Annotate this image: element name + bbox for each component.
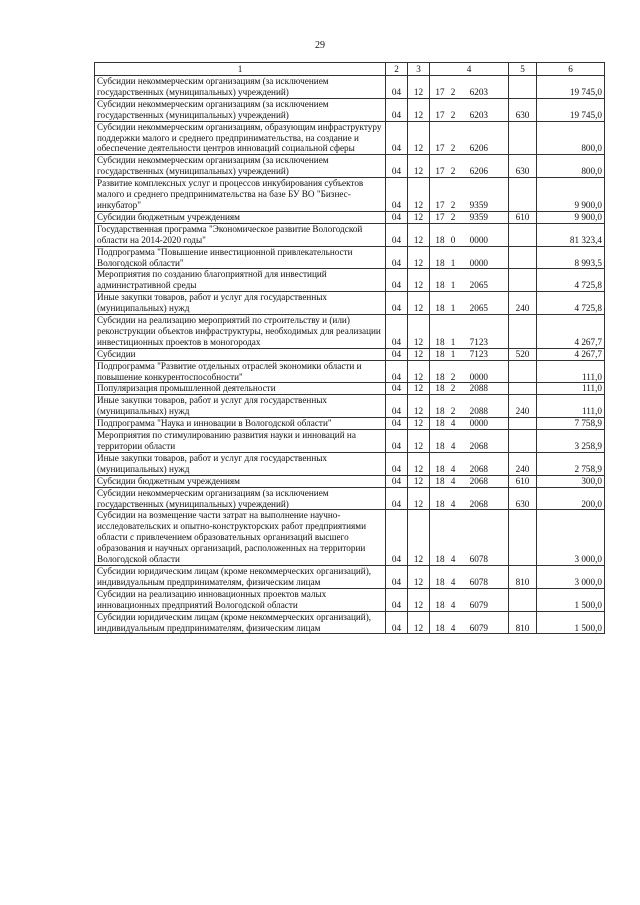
row-target-direction: 9359 (469, 199, 488, 210)
row-target-subprogram: 2 (450, 143, 456, 154)
row-target-article (430, 360, 509, 383)
row-subsection: 12 (408, 348, 430, 360)
table-row (95, 360, 605, 383)
row-chapter: 04 (386, 246, 408, 269)
row-target-article (430, 76, 509, 99)
row-expense-type: 630 (509, 155, 537, 178)
row-expense-type (509, 76, 537, 99)
budget-table (94, 62, 605, 634)
row-target-article (430, 121, 509, 155)
row-amount: 111,0 (537, 360, 605, 383)
table-row (95, 395, 605, 418)
header-cell-chapter: 2 (386, 63, 408, 76)
row-chapter: 04 (386, 98, 408, 121)
row-amount: 19 745,0 (537, 76, 605, 99)
row-subsection: 12 (408, 315, 430, 349)
row-subsection: 12 (408, 76, 430, 99)
row-target-subprogram: 2 (450, 109, 456, 120)
table-row (95, 452, 605, 475)
row-subsection: 12 (408, 155, 430, 178)
row-subsection: 12 (408, 292, 430, 315)
table-row (95, 211, 605, 223)
header-row (95, 63, 605, 76)
row-name: Субсидии юридическим лицам (кроме некоммерческих организаций), индивидуальным предпринимателям, физическим лицам (95, 611, 386, 634)
row-expense-type (509, 383, 537, 395)
row-expense-type (509, 430, 537, 453)
row-target-direction: 6203 (469, 109, 488, 120)
row-name: Субсидии на реализацию мероприятий по строительству и (или) реконструкции объектов инфраструктуры, необходимых для реализации инвестиционных проектов в моногородах (95, 315, 386, 349)
row-name: Мероприятия по стимулированию развития науки и инноваций на территории области (95, 430, 386, 453)
row-subsection: 12 (408, 383, 430, 395)
table-row (95, 588, 605, 611)
row-target-article (430, 211, 509, 223)
row-target-article (430, 487, 509, 510)
row-target-direction: 2068 (469, 475, 488, 486)
row-target-program: 17 (435, 166, 445, 177)
row-chapter: 04 (386, 418, 408, 430)
row-chapter: 04 (386, 487, 408, 510)
row-expense-type: 520 (509, 348, 537, 360)
row-target-article (430, 510, 509, 566)
row-target-article (430, 418, 509, 430)
row-chapter: 04 (386, 430, 408, 453)
row-chapter: 04 (386, 475, 408, 487)
row-target-subprogram: 1 (450, 336, 456, 347)
row-target-direction: 6079 (469, 622, 488, 633)
row-expense-type: 240 (509, 452, 537, 475)
row-target-program: 18 (435, 418, 445, 429)
table-header (95, 63, 605, 76)
row-amount: 200,0 (537, 487, 605, 510)
row-chapter: 04 (386, 315, 408, 349)
row-amount: 300,0 (537, 475, 605, 487)
row-target-direction: 2065 (469, 303, 488, 314)
row-target-article (430, 452, 509, 475)
header-cell-name: 1 (95, 63, 386, 76)
table-row (95, 565, 605, 588)
row-expense-type: 810 (509, 611, 537, 634)
row-subsection: 12 (408, 418, 430, 430)
row-name: Субсидии на возмещение части затрат на выполнение научно-исследовательских и опытно-конструкторских работ предприятиями области с привлечением образовательных организаций высшего образования и научных организаций, расположенных на территории Вологодской области (95, 510, 386, 566)
row-target-subprogram: 4 (450, 441, 456, 451)
table-row (95, 98, 605, 121)
row-target-article (430, 246, 509, 269)
table-row (95, 223, 605, 246)
row-target-article (430, 315, 509, 349)
row-target-program: 17 (435, 143, 445, 154)
row-name: Субсидии бюджетным учреждениям (95, 211, 386, 223)
row-target-direction: 6078 (469, 554, 488, 565)
row-target-direction: 6079 (469, 599, 488, 610)
row-target-subprogram: 4 (450, 418, 456, 429)
table-row (95, 611, 605, 634)
row-target-program: 18 (435, 441, 445, 451)
header-cell-subsection: 3 (408, 63, 430, 76)
row-target-article (430, 395, 509, 418)
row-target-article (430, 269, 509, 292)
row-chapter: 04 (386, 510, 408, 566)
row-amount: 111,0 (537, 395, 605, 418)
row-chapter: 04 (386, 452, 408, 475)
row-name: Популяризация промышленной деятельности (95, 383, 386, 395)
row-expense-type (509, 269, 537, 292)
row-target-subprogram: 2 (450, 86, 456, 97)
row-chapter: 04 (386, 588, 408, 611)
row-subsection: 12 (408, 246, 430, 269)
row-chapter: 04 (386, 211, 408, 223)
row-amount: 1 500,0 (537, 588, 605, 611)
row-target-program: 18 (435, 348, 445, 359)
row-expense-type: 630 (509, 98, 537, 121)
row-target-direction: 2088 (469, 406, 488, 417)
table-row (95, 246, 605, 269)
table-row (95, 121, 605, 155)
row-chapter: 04 (386, 178, 408, 212)
row-expense-type (509, 315, 537, 349)
row-target-subprogram: 4 (450, 498, 456, 509)
row-target-article (430, 565, 509, 588)
row-amount: 3 258,9 (537, 430, 605, 453)
row-subsection: 12 (408, 98, 430, 121)
row-target-article (430, 178, 509, 212)
row-subsection: 12 (408, 211, 430, 223)
row-name: Иные закупки товаров, работ и услуг для государственных (муниципальных) нужд (95, 395, 386, 418)
row-target-program: 18 (435, 371, 445, 382)
row-target-article (430, 588, 509, 611)
row-expense-type (509, 510, 537, 566)
row-subsection: 12 (408, 178, 430, 212)
row-target-subprogram: 1 (450, 280, 456, 291)
table-row (95, 383, 605, 395)
row-subsection: 12 (408, 269, 430, 292)
row-chapter: 04 (386, 348, 408, 360)
table-row (95, 178, 605, 212)
table-row (95, 155, 605, 178)
row-target-direction: 6203 (469, 86, 488, 97)
row-name: Субсидии некоммерческим организациям, образующим инфраструктуру поддержки малого и среднего предпринимательства, на создание и обеспечение деятельности центров инноваций социальной сферы (95, 121, 386, 155)
row-target-subprogram: 2 (450, 166, 456, 177)
row-target-subprogram: 1 (450, 303, 456, 314)
row-amount: 111,0 (537, 383, 605, 395)
row-subsection: 12 (408, 430, 430, 453)
row-amount: 1 500,0 (537, 611, 605, 634)
table-row (95, 269, 605, 292)
row-target-program: 17 (435, 86, 445, 97)
row-chapter: 04 (386, 292, 408, 315)
row-amount: 3 000,0 (537, 510, 605, 566)
row-expense-type (509, 121, 537, 155)
row-target-direction: 2068 (469, 441, 488, 451)
row-target-article (430, 223, 509, 246)
row-target-direction: 6206 (469, 143, 488, 154)
row-target-subprogram: 1 (450, 348, 456, 359)
row-expense-type: 810 (509, 565, 537, 588)
row-target-program: 18 (435, 463, 445, 474)
row-target-program: 18 (435, 303, 445, 314)
row-target-subprogram: 2 (450, 371, 456, 382)
row-target-direction: 0000 (469, 234, 488, 245)
row-name: Субсидии некоммерческим организациям (за исключением государственных (муниципальных) учреждений) (95, 155, 386, 178)
row-name: Иные закупки товаров, работ и услуг для государственных (муниципальных) нужд (95, 292, 386, 315)
row-target-article (430, 348, 509, 360)
row-name: Мероприятия по созданию благоприятной для инвестиций административной среды (95, 269, 386, 292)
row-target-subprogram: 0 (450, 234, 456, 245)
row-amount: 4 267,7 (537, 315, 605, 349)
row-target-subprogram: 4 (450, 554, 456, 565)
row-target-program: 18 (435, 554, 445, 565)
row-subsection: 12 (408, 475, 430, 487)
row-chapter: 04 (386, 565, 408, 588)
row-chapter: 04 (386, 223, 408, 246)
row-subsection: 12 (408, 395, 430, 418)
row-target-program: 18 (435, 257, 445, 268)
row-target-direction: 2088 (469, 383, 488, 394)
row-name: Субсидии (95, 348, 386, 360)
row-expense-type (509, 418, 537, 430)
row-target-program: 18 (435, 234, 445, 245)
row-target-subprogram: 4 (450, 622, 456, 633)
row-expense-type (509, 360, 537, 383)
row-name: Субсидии некоммерческим организациям (за исключением государственных (муниципальных) учреждений) (95, 487, 386, 510)
row-target-article (430, 292, 509, 315)
row-target-direction: 6206 (469, 166, 488, 177)
row-chapter: 04 (386, 76, 408, 99)
row-target-direction: 0000 (469, 418, 488, 429)
row-target-subprogram: 4 (450, 599, 456, 610)
row-target-direction: 2068 (469, 463, 488, 474)
row-name: Субсидии на реализацию инновационных проектов малых инновационных предприятий Вологодской области (95, 588, 386, 611)
row-target-article (430, 430, 509, 453)
row-target-direction: 6078 (469, 576, 488, 587)
row-target-subprogram: 2 (450, 211, 456, 222)
row-target-subprogram: 4 (450, 576, 456, 587)
row-name: Субсидии некоммерческим организациям (за исключением государственных (муниципальных) учреждений) (95, 76, 386, 99)
table-row (95, 475, 605, 487)
row-target-direction: 2065 (469, 280, 488, 291)
row-target-program: 17 (435, 199, 445, 210)
table-row (95, 510, 605, 566)
row-amount: 9 900,0 (537, 178, 605, 212)
row-expense-type: 240 (509, 292, 537, 315)
header-cell-target-article: 4 (430, 63, 509, 76)
row-target-subprogram: 1 (450, 257, 456, 268)
row-amount: 4 725,8 (537, 292, 605, 315)
row-subsection: 12 (408, 565, 430, 588)
row-name: Иные закупки товаров, работ и услуг для государственных (муниципальных) нужд (95, 452, 386, 475)
row-target-direction: 9359 (469, 211, 488, 222)
row-subsection: 12 (408, 510, 430, 566)
row-subsection: 12 (408, 223, 430, 246)
row-chapter: 04 (386, 269, 408, 292)
row-amount: 9 900,0 (537, 211, 605, 223)
row-target-program: 17 (435, 109, 445, 120)
row-target-direction: 2068 (469, 498, 488, 509)
row-amount: 800,0 (537, 121, 605, 155)
row-target-subprogram: 2 (450, 199, 456, 210)
row-subsection: 12 (408, 121, 430, 155)
row-target-program: 18 (435, 406, 445, 417)
row-name: Подпрограмма "Наука и инновации в Вологодской области" (95, 418, 386, 430)
row-chapter: 04 (386, 611, 408, 634)
row-amount: 4 267,7 (537, 348, 605, 360)
row-chapter: 04 (386, 383, 408, 395)
table-row (95, 487, 605, 510)
row-subsection: 12 (408, 360, 430, 383)
row-name: Субсидии бюджетным учреждениям (95, 475, 386, 487)
row-target-article (430, 475, 509, 487)
row-target-direction: 0000 (469, 257, 488, 268)
row-expense-type: 610 (509, 211, 537, 223)
row-amount: 800,0 (537, 155, 605, 178)
row-name: Субсидии юридическим лицам (кроме некоммерческих организаций), индивидуальным предпринимателям, физическим лицам (95, 565, 386, 588)
row-target-direction: 7123 (469, 336, 488, 347)
table-row (95, 430, 605, 453)
row-expense-type (509, 246, 537, 269)
row-amount: 4 725,8 (537, 269, 605, 292)
row-amount: 7 758,9 (537, 418, 605, 430)
row-expense-type (509, 588, 537, 611)
row-subsection: 12 (408, 588, 430, 611)
row-subsection: 12 (408, 452, 430, 475)
row-name: Государственная программа "Экономическое развитие Вологодской области на 2014-2020 годы" (95, 223, 386, 246)
row-subsection: 12 (408, 487, 430, 510)
row-target-program: 18 (435, 622, 445, 633)
row-chapter: 04 (386, 395, 408, 418)
row-target-article (430, 383, 509, 395)
row-chapter: 04 (386, 155, 408, 178)
row-target-program: 18 (435, 383, 445, 394)
table-body (95, 76, 605, 634)
row-amount: 2 758,9 (537, 452, 605, 475)
row-target-subprogram: 4 (450, 463, 456, 474)
header-cell-expense-type: 5 (509, 63, 537, 76)
row-expense-type: 240 (509, 395, 537, 418)
row-target-program: 17 (435, 211, 445, 222)
header-cell-amount: 6 (537, 63, 605, 76)
table-row (95, 76, 605, 99)
row-target-subprogram: 2 (450, 406, 456, 417)
table-row (95, 348, 605, 360)
row-expense-type (509, 223, 537, 246)
row-target-program: 18 (435, 280, 445, 291)
row-name: Подпрограмма "Развитие отдельных отраслей экономики области и повышение конкурентоспособности" (95, 360, 386, 383)
row-amount: 81 323,4 (537, 223, 605, 246)
page-number: 29 (315, 40, 325, 51)
row-name: Субсидии некоммерческим организациям (за исключением государственных (муниципальных) учреждений) (95, 98, 386, 121)
row-target-program: 18 (435, 576, 445, 587)
row-target-program: 18 (435, 599, 445, 610)
row-target-subprogram: 4 (450, 475, 456, 486)
row-chapter: 04 (386, 360, 408, 383)
table-row (95, 292, 605, 315)
row-target-article (430, 155, 509, 178)
row-target-subprogram: 2 (450, 383, 456, 394)
row-expense-type (509, 178, 537, 212)
row-target-article (430, 98, 509, 121)
row-expense-type: 610 (509, 475, 537, 487)
row-target-direction: 7123 (469, 348, 488, 359)
row-chapter: 04 (386, 121, 408, 155)
row-target-program: 18 (435, 475, 445, 486)
row-subsection: 12 (408, 611, 430, 634)
row-amount: 3 000,0 (537, 565, 605, 588)
row-name: Подпрограмма "Повышение инвестиционной привлекательности Вологодской области" (95, 246, 386, 269)
row-target-program: 18 (435, 498, 445, 509)
table-row (95, 315, 605, 349)
table-row (95, 418, 605, 430)
row-target-program: 18 (435, 336, 445, 347)
row-expense-type: 630 (509, 487, 537, 510)
row-amount: 19 745,0 (537, 98, 605, 121)
row-amount: 8 993,5 (537, 246, 605, 269)
row-target-article (430, 611, 509, 634)
row-target-direction: 0000 (469, 371, 488, 382)
row-name: Развитие комплексных услуг и процессов инкубирования субъектов малого и среднего предпринимательства на базе БУ ВО "Бизнес-инкубатор" (95, 178, 386, 212)
